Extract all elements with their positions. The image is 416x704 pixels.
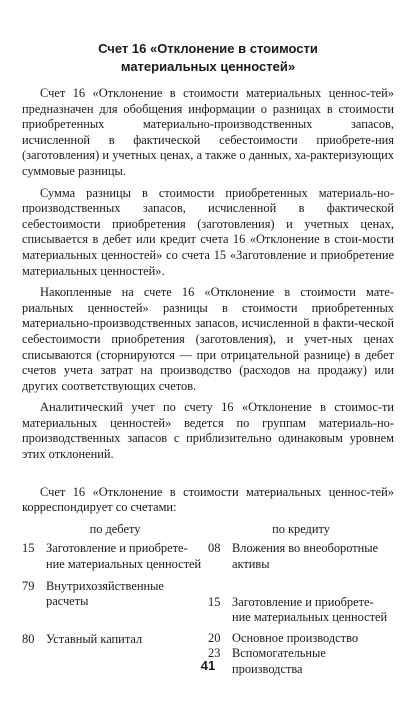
columns-header xyxy=(22,522,394,538)
paragraph-2: Сумма разницы в стоимости приобретенных материаль-но-производственных запасов, исчисленной в фактической себестоимости приобретения (заготовления) и учетных ценах, списывается в дебет или кредит счета 16 «Отклонение в стои-мости материальных ценностей» со счета 15 «Заготовление и приобретение материальных ценностей». xyxy=(22,185,394,278)
correspondence-intro: Счет 16 «Отклонение в стоимости материальных ценнос-тей» корреспондирует со счетами: xyxy=(22,484,394,515)
account-number: 79 xyxy=(22,578,35,593)
page-number: 41 xyxy=(200,658,216,673)
account-number: 23 xyxy=(208,646,221,661)
account-name: Заготовление и приобрете-ние материальных ценностей xyxy=(46,541,202,572)
account-number: 80 xyxy=(22,631,35,646)
account-name: Основное производство xyxy=(232,630,359,645)
paragraph-4: Аналитический учет по счету 16 «Отклонение в стоимос-ти материальных ценностей» ведется по группам материаль-но-производственных запасов с приблизительно одинаковым уровнем этих отклонений. xyxy=(22,400,394,462)
account-number: 20 xyxy=(208,630,221,645)
account-name: Уставный капитал xyxy=(46,631,143,646)
account-name: Вложения во внеоборотные активы xyxy=(232,541,379,572)
account-name: Внутрихозяйственные расчеты xyxy=(46,578,164,609)
account-name: Вспомогательные производства xyxy=(232,646,326,676)
debit-account-row xyxy=(22,632,208,648)
title-line-1: Счет 16 «Отклонение в стоимости xyxy=(98,41,318,56)
credit-account-row xyxy=(208,631,394,647)
section-title xyxy=(22,40,394,76)
account-name: Заготовление и приобрете-ние материальных ценностей xyxy=(232,594,388,625)
credit-account-row xyxy=(208,595,394,626)
credit-account-row xyxy=(208,541,394,572)
debit-account-row xyxy=(22,579,208,610)
page xyxy=(22,40,394,683)
debit-header: по дебету xyxy=(89,521,141,536)
account-number: 15 xyxy=(22,541,35,556)
debit-account-row xyxy=(22,541,208,572)
title-line-2: материальных ценностей» xyxy=(120,59,296,74)
paragraph-3: Накопленные на счете 16 «Отклонение в стоимости мате-риальных ценностей» разницы в стоимости приобретенных материально-производственных запасов, исчисленной в факти-ческой себестоимости приобретения (заготовления), и учет-ных ценах списываются (сторнируются — при отрицательной разнице) в дебет счетов учета затрат на производство (расходов на продажу) или других соответствующих счетов. xyxy=(22,285,394,393)
credit-header: по кредиту xyxy=(272,521,330,536)
paragraph-1: Счет 16 «Отклонение в стоимости материальных ценнос-тей» предназначен для обобщения информации о разницах в стоимости приобретенных материально-производственных запасов, исчисленной в фактической себестоимости приобрете-ния (заготовления) и учетных ценах, а также о данных, ха-рактеризующих суммовые разницы. xyxy=(22,86,394,178)
account-number: 08 xyxy=(208,541,221,556)
account-number: 15 xyxy=(208,594,221,609)
